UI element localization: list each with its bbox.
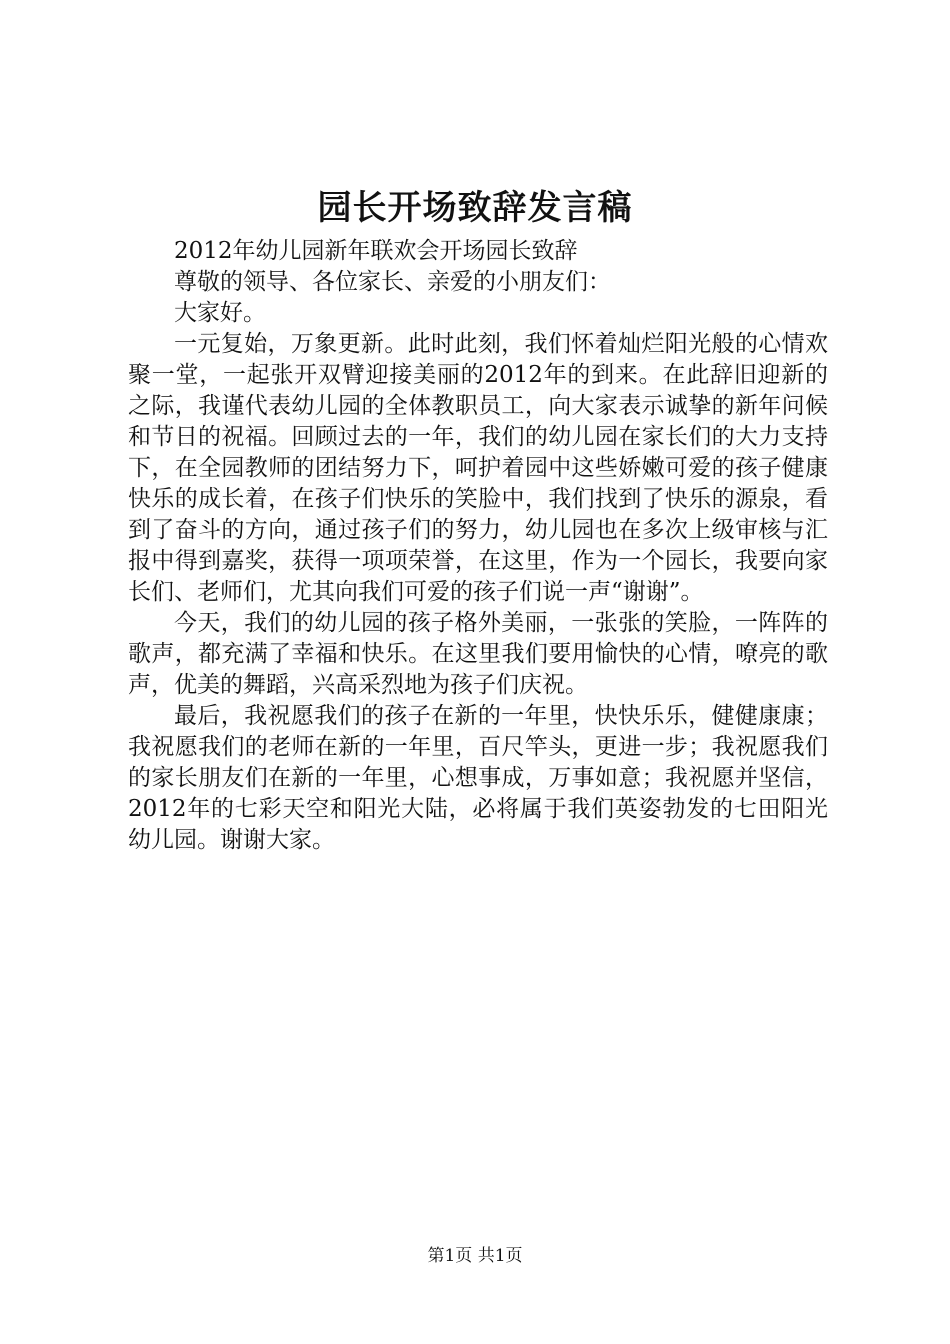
paragraph-greeting: 大家好。 (174, 300, 266, 326)
paragraph-event-heading: 2012年幼儿园新年联欢会开场园长致辞 (174, 238, 578, 264)
paragraph-salutation: 尊敬的领导、各位家长、亲爱的小朋友们： (174, 269, 611, 295)
document-title: 园长开场致辞发言稿 (317, 188, 633, 228)
paragraph-new-year-review: 一元复始，万象更新。此时此刻，我们怀着灿烂阳光般的心情欢聚一堂，一起张开双臂迎接美丽的2012年的到来。在此辞旧迎新的之际，我谨代表幼儿园的全体教职员工，向大家表示诚挚的新年问候和节日的祝福。回顾过去的一年，我们的幼儿园在家长们的大力支持下，在全园教师的团结努力下，呵护着园中这些娇嫩可爱的孩子健康快乐的成长着，在孩子们快乐的笑脸中，我们找到了快乐的源泉，看到了奋斗的方向，通过孩子们的努力，幼儿园也在多次上级审核与汇报中得到嘉奖，获得一项项荣誉，在这里，作为一个园长，我要向家长们、老师们，尤其向我们可爱的孩子们说一声“谢谢”。 (128, 331, 828, 605)
document-body (128, 236, 828, 856)
paragraph-closing-wishes: 最后，我祝愿我们的孩子在新的一年里，快快乐乐，健健康康；我祝愿我们的老师在新的一年里，百尺竿头，更进一步；我祝愿我们的家长朋友们在新的一年里，心想事成，万事如意；我祝愿并坚信，2012年的七彩天空和阳光大陆，必将属于我们英姿勃发的七田阳光幼儿园。谢谢大家。 (128, 703, 828, 853)
paragraph-celebration: 今天，我们的幼儿园的孩子格外美丽，一张张的笑脸，一阵阵的歌声，都充满了幸福和快乐。在这里我们要用愉快的心情，嘹亮的歌声，优美的舞蹈，兴高采烈地为孩子们庆祝。 (128, 610, 828, 698)
page-number-footer: 第1页 共1页 (427, 1246, 523, 1266)
